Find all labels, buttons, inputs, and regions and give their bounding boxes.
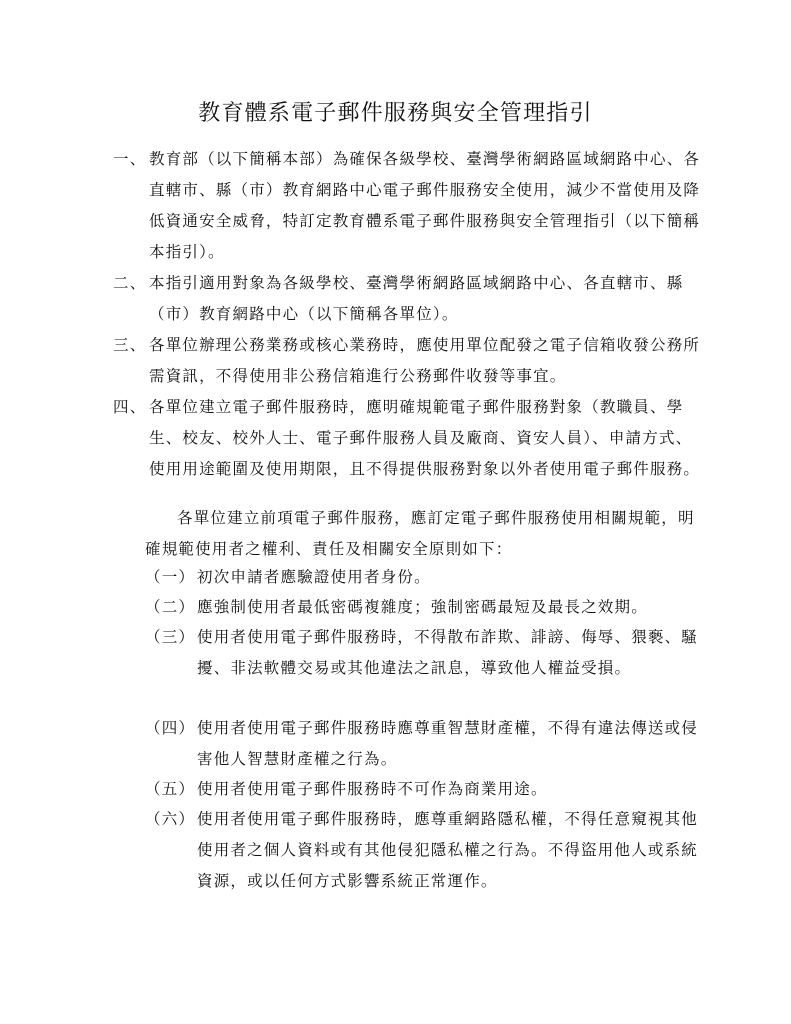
rules-intro: 各單位建立前項電子郵件服務，應訂定電子郵件服務使用相關規範，明確規範使用者之權利、責任及相關安全原則如下： [145, 509, 695, 558]
rule-text: 使用者使用電子郵件服務時應尊重智慧財產權，不得有違法傳送或侵害他人智慧財產權之行為。 [197, 719, 699, 768]
rule-number: （四） [145, 719, 196, 737]
rule-item-1 [145, 562, 705, 593]
section-number: 一、 [113, 150, 147, 168]
section-text: 教育部（以下簡稱本部）為確保各級學校、臺灣學術網路區域網路中心、各直轄市、縣（市）教育網路中心電子郵件服務安全使用，減少不當使用及降低資通安全威脅，特訂定教育體系電子郵件服務與安全管理指引（以下簡稱本指引）。 [149, 150, 701, 261]
section-number: 三、 [113, 336, 147, 354]
rule-text: 初次申請者應驗證使用者身份。 [197, 568, 431, 586]
rule-number: （一） [145, 568, 196, 586]
rule-number: （二） [145, 598, 196, 616]
rule-number: （三） [145, 628, 196, 646]
rule-number: （五） [145, 780, 196, 798]
rule-item-5 [145, 774, 705, 805]
rule-item-4 [145, 713, 705, 775]
section-4 [113, 392, 703, 485]
section-3 [113, 330, 703, 392]
section-number: 四、 [113, 398, 147, 416]
section-text: 各單位辦理公務業務或核心業務時，應使用單位配發之電子信箱收發公務所需資訊，不得使用非公務信箱進行公務郵件收發等事宜。 [149, 336, 701, 385]
section-number: 二、 [113, 274, 147, 292]
page-title: 教育體系電子郵件服務與安全管理指引 [198, 101, 593, 126]
section-2 [113, 268, 703, 330]
rule-item-6 [145, 804, 705, 897]
section-text: 各單位建立電子郵件服務時，應明確規範電子郵件服務對象（教職員、學生、校友、校外人士、電子郵件服務人員及廠商、資安人員）、申請方式、使用用途範圍及使用期限，且不得提供服務對象以外者使用電子郵件服務。 [149, 398, 701, 478]
rule-text: 使用者使用電子郵件服務時，不得散布詐欺、誹謗、侮辱、猥褻、騷擾、非法軟體交易或其他違法之訊息，導致他人權益受損。 [197, 628, 699, 677]
rule-text: 應強制使用者最低密碼複雜度；強制密碼最短及最長之效期。 [197, 598, 648, 616]
rule-item-3 [145, 622, 705, 684]
rule-number: （六） [145, 810, 196, 828]
section-text: 本指引適用對象為各級學校、臺灣學術網路區域網路中心、各直轄市、縣（市）教育網路中心（以下簡稱各單位）。 [149, 274, 684, 323]
rule-item-2 [145, 592, 705, 623]
rule-text: 使用者使用電子郵件服務時，應尊重網路隱私權，不得任意窺視其他使用者之個人資料或有其他侵犯隱私權之行為。不得盜用他人或系統資源，或以任何方式影響系統正常運作。 [197, 810, 699, 890]
section-1 [113, 144, 703, 268]
rule-text: 使用者使用電子郵件服務時不可作為商業用途。 [197, 780, 548, 798]
